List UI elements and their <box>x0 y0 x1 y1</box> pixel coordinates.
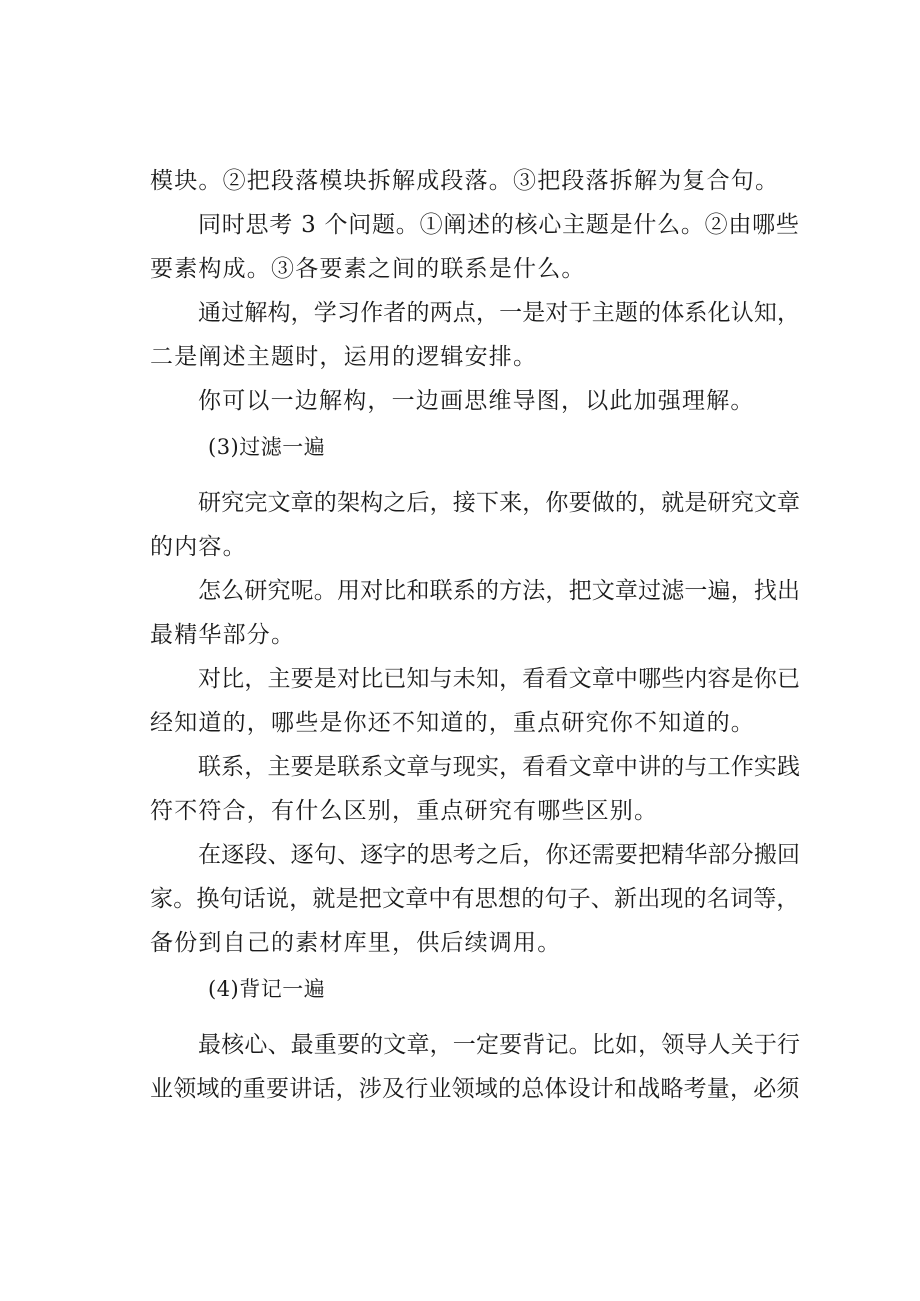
text-line: 业领域的重要讲话，涉及行业领域的总体设计和战略考量，必须 <box>150 1076 800 1102</box>
section-heading: (3)过滤一遍 <box>208 435 326 459</box>
text-line: 联系，主要是联系文章与现实，看看文章中讲的与工作实践 <box>198 754 801 780</box>
text-line: 经知道的，哪些是你还不知道的，重点研究你不知道的。 <box>150 710 755 736</box>
text-line: 要素构成。③各要素之间的联系是什么。 <box>150 256 586 282</box>
text-line: 通过解构，学习作者的两点，一是对于主题的体系化认知， <box>198 300 801 326</box>
text-line: 研究完文章的架构之后，接下来，你要做的，就是研究文章 <box>198 490 801 516</box>
text-line: 对比，主要是对比已知与未知，看看文章中哪些内容是你已 <box>198 666 801 692</box>
section-heading: (4)背记一遍 <box>208 977 326 1001</box>
text-line: 最核心、最重要的文章，一定要背记。比如，领导人关于行 <box>198 1032 801 1058</box>
text-line: 二是阐述主题时，运用的逻辑安排。 <box>150 344 538 370</box>
text-line: 你可以一边解构，一边画思维导图，以此加强理解。 <box>198 388 755 414</box>
text-line: 在逐段、逐句、逐字的思考之后，你还需要把精华部分搬回 <box>198 842 801 868</box>
text-line: 符不符合，有什么区别，重点研究有哪些区别。 <box>150 798 659 824</box>
text-line: 模块。②把段落模块拆解成段落。③把段落拆解为复合句。 <box>150 168 780 194</box>
text-line: 备份到自己的素材库里，供后续调用。 <box>150 930 562 956</box>
text-line: 怎么研究呢。用对比和联系的方法，把文章过滤一遍，找出 <box>198 578 801 604</box>
text-line: 家。换句话说，就是把文章中有思想的句子、新出现的名词等， <box>150 886 800 912</box>
text-line: 的内容。 <box>150 534 247 560</box>
text-line: 同时思考 3 个问题。①阐述的核心主题是什么。②由哪些 <box>198 212 800 238</box>
text-line: 最精华部分。 <box>150 622 296 648</box>
